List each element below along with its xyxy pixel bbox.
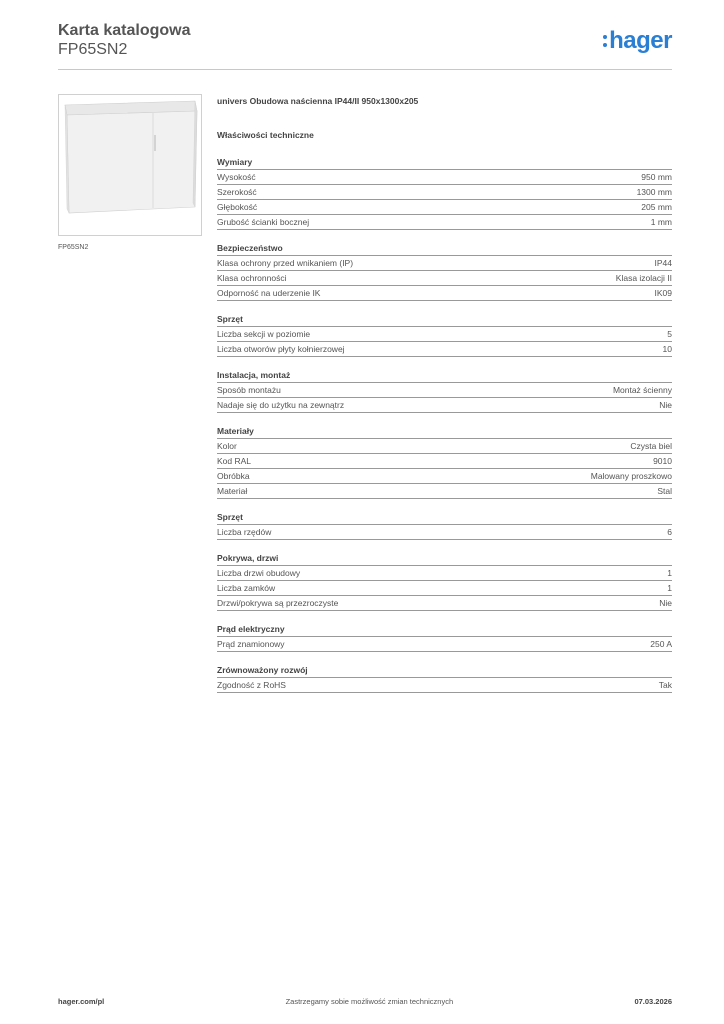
- technical-properties-title: Właściwości techniczne: [217, 130, 314, 140]
- spec-label: Szerokość: [217, 187, 257, 197]
- spec-label: Głębokość: [217, 202, 258, 212]
- spec-section: [217, 152, 672, 230]
- spec-row: [217, 484, 672, 499]
- spec-label: Grubość ścianki bocznej: [217, 217, 310, 227]
- section-title: Wymiary: [217, 152, 672, 170]
- footer-website: hager.com/pl: [58, 997, 105, 1006]
- spec-label: Drzwi/pokrywa są przezroczyste: [217, 598, 339, 608]
- section-title: Materiały: [217, 421, 672, 439]
- spec-label: Obróbka: [217, 471, 250, 481]
- spec-label: Liczba otworów płyty kołnierzowej: [217, 344, 345, 354]
- spec-row: [217, 256, 672, 271]
- spec-section: [217, 548, 672, 611]
- spec-row: [217, 596, 672, 611]
- spec-label: Klasa ochrony przed wnikaniem (IP): [217, 258, 354, 268]
- spec-label: Liczba sekcji w poziomie: [217, 329, 311, 339]
- section-title: Zrównoważony rozwój: [217, 660, 672, 678]
- spec-row: [217, 342, 672, 357]
- product-description: univers Obudowa naścienna IP44/II 950x1300x205: [217, 96, 419, 106]
- spec-row: [217, 678, 672, 693]
- spec-value: 10: [662, 344, 672, 354]
- spec-label: Nadaje się do użytku na zewnątrz: [217, 400, 345, 410]
- spec-row: [217, 170, 672, 185]
- spec-section: [217, 309, 672, 357]
- spec-row: [217, 327, 672, 342]
- product-code: FP65SN2: [58, 41, 128, 58]
- spec-row: [217, 185, 672, 200]
- page-title: Karta katalogowa: [58, 22, 191, 39]
- spec-row: [217, 215, 672, 230]
- section-title: Bezpieczeństwo: [217, 238, 672, 256]
- spec-section: [217, 421, 672, 499]
- spec-row: [217, 271, 672, 286]
- spec-value: Montaż ścienny: [612, 385, 672, 395]
- spec-value: 1 mm: [650, 217, 672, 227]
- spec-label: Kod RAL: [217, 456, 252, 466]
- spec-row: [217, 286, 672, 301]
- page-header: [58, 22, 672, 70]
- spec-value: IK09: [654, 288, 672, 298]
- enclosure-illustration: [59, 95, 201, 235]
- spec-value: 9010: [653, 456, 672, 466]
- spec-label: Liczba drzwi obudowy: [217, 568, 301, 578]
- section-title: Pokrywa, drzwi: [217, 548, 672, 566]
- spec-section: [217, 660, 672, 693]
- spec-row: [217, 581, 672, 596]
- spec-value: 1300 mm: [636, 187, 672, 197]
- spec-row: [217, 383, 672, 398]
- spec-label: Prąd znamionowy: [217, 639, 285, 649]
- spec-value: 1: [667, 583, 672, 593]
- spec-section: [217, 507, 672, 540]
- spec-value: Nie: [659, 400, 672, 410]
- spec-label: Zgodność z RoHS: [217, 680, 286, 690]
- spec-row: [217, 525, 672, 540]
- spec-value: Tak: [658, 680, 672, 690]
- spec-label: Klasa ochronności: [217, 273, 287, 283]
- product-image: [58, 94, 202, 236]
- spec-row: [217, 566, 672, 581]
- spec-label: Kolor: [217, 441, 237, 451]
- logo-text: hager: [609, 27, 672, 54]
- spec-label: Sposób montażu: [217, 385, 281, 395]
- spec-section: [217, 619, 672, 652]
- hager-logo: [603, 27, 672, 55]
- spec-value: 6: [667, 527, 672, 537]
- spec-row: [217, 469, 672, 484]
- page-footer: [58, 997, 672, 1006]
- spec-row: [217, 454, 672, 469]
- spec-value: 250 A: [650, 639, 672, 649]
- spec-section: [217, 238, 672, 301]
- spec-content: [217, 96, 672, 693]
- image-caption: FP65SN2: [58, 244, 89, 251]
- spec-row: [217, 637, 672, 652]
- spec-section: [217, 365, 672, 413]
- section-title: Prąd elektryczny: [217, 619, 672, 637]
- spec-sections: [217, 152, 672, 693]
- spec-label: Materiał: [217, 486, 248, 496]
- footer-date: 07.03.2026: [634, 997, 672, 1006]
- logo-dots-icon: [603, 33, 607, 49]
- spec-label: Wysokość: [217, 172, 256, 182]
- spec-label: Liczba zamków: [217, 583, 276, 593]
- spec-value: Stal: [657, 486, 672, 496]
- section-title: Sprzęt: [217, 507, 672, 525]
- spec-value: Nie: [659, 598, 672, 608]
- spec-row: [217, 439, 672, 454]
- section-title: Instalacja, montaż: [217, 365, 672, 383]
- spec-value: 950 mm: [641, 172, 672, 182]
- section-title: Sprzęt: [217, 309, 672, 327]
- spec-value: Klasa izolacji II: [615, 273, 672, 283]
- spec-value: 1: [667, 568, 672, 578]
- spec-row: [217, 200, 672, 215]
- spec-value: Czysta biel: [630, 441, 672, 451]
- spec-value: 5: [667, 329, 672, 339]
- spec-label: Odporność na uderzenie IK: [217, 288, 321, 298]
- spec-row: [217, 398, 672, 413]
- spec-value: Malowany proszkowo: [590, 471, 672, 481]
- spec-value: IP44: [654, 258, 672, 268]
- spec-label: Liczba rzędów: [217, 527, 272, 537]
- footer-disclaimer: Zastrzegamy sobie możliwość zmian technicznych: [285, 997, 454, 1006]
- spec-value: 205 mm: [641, 202, 672, 212]
